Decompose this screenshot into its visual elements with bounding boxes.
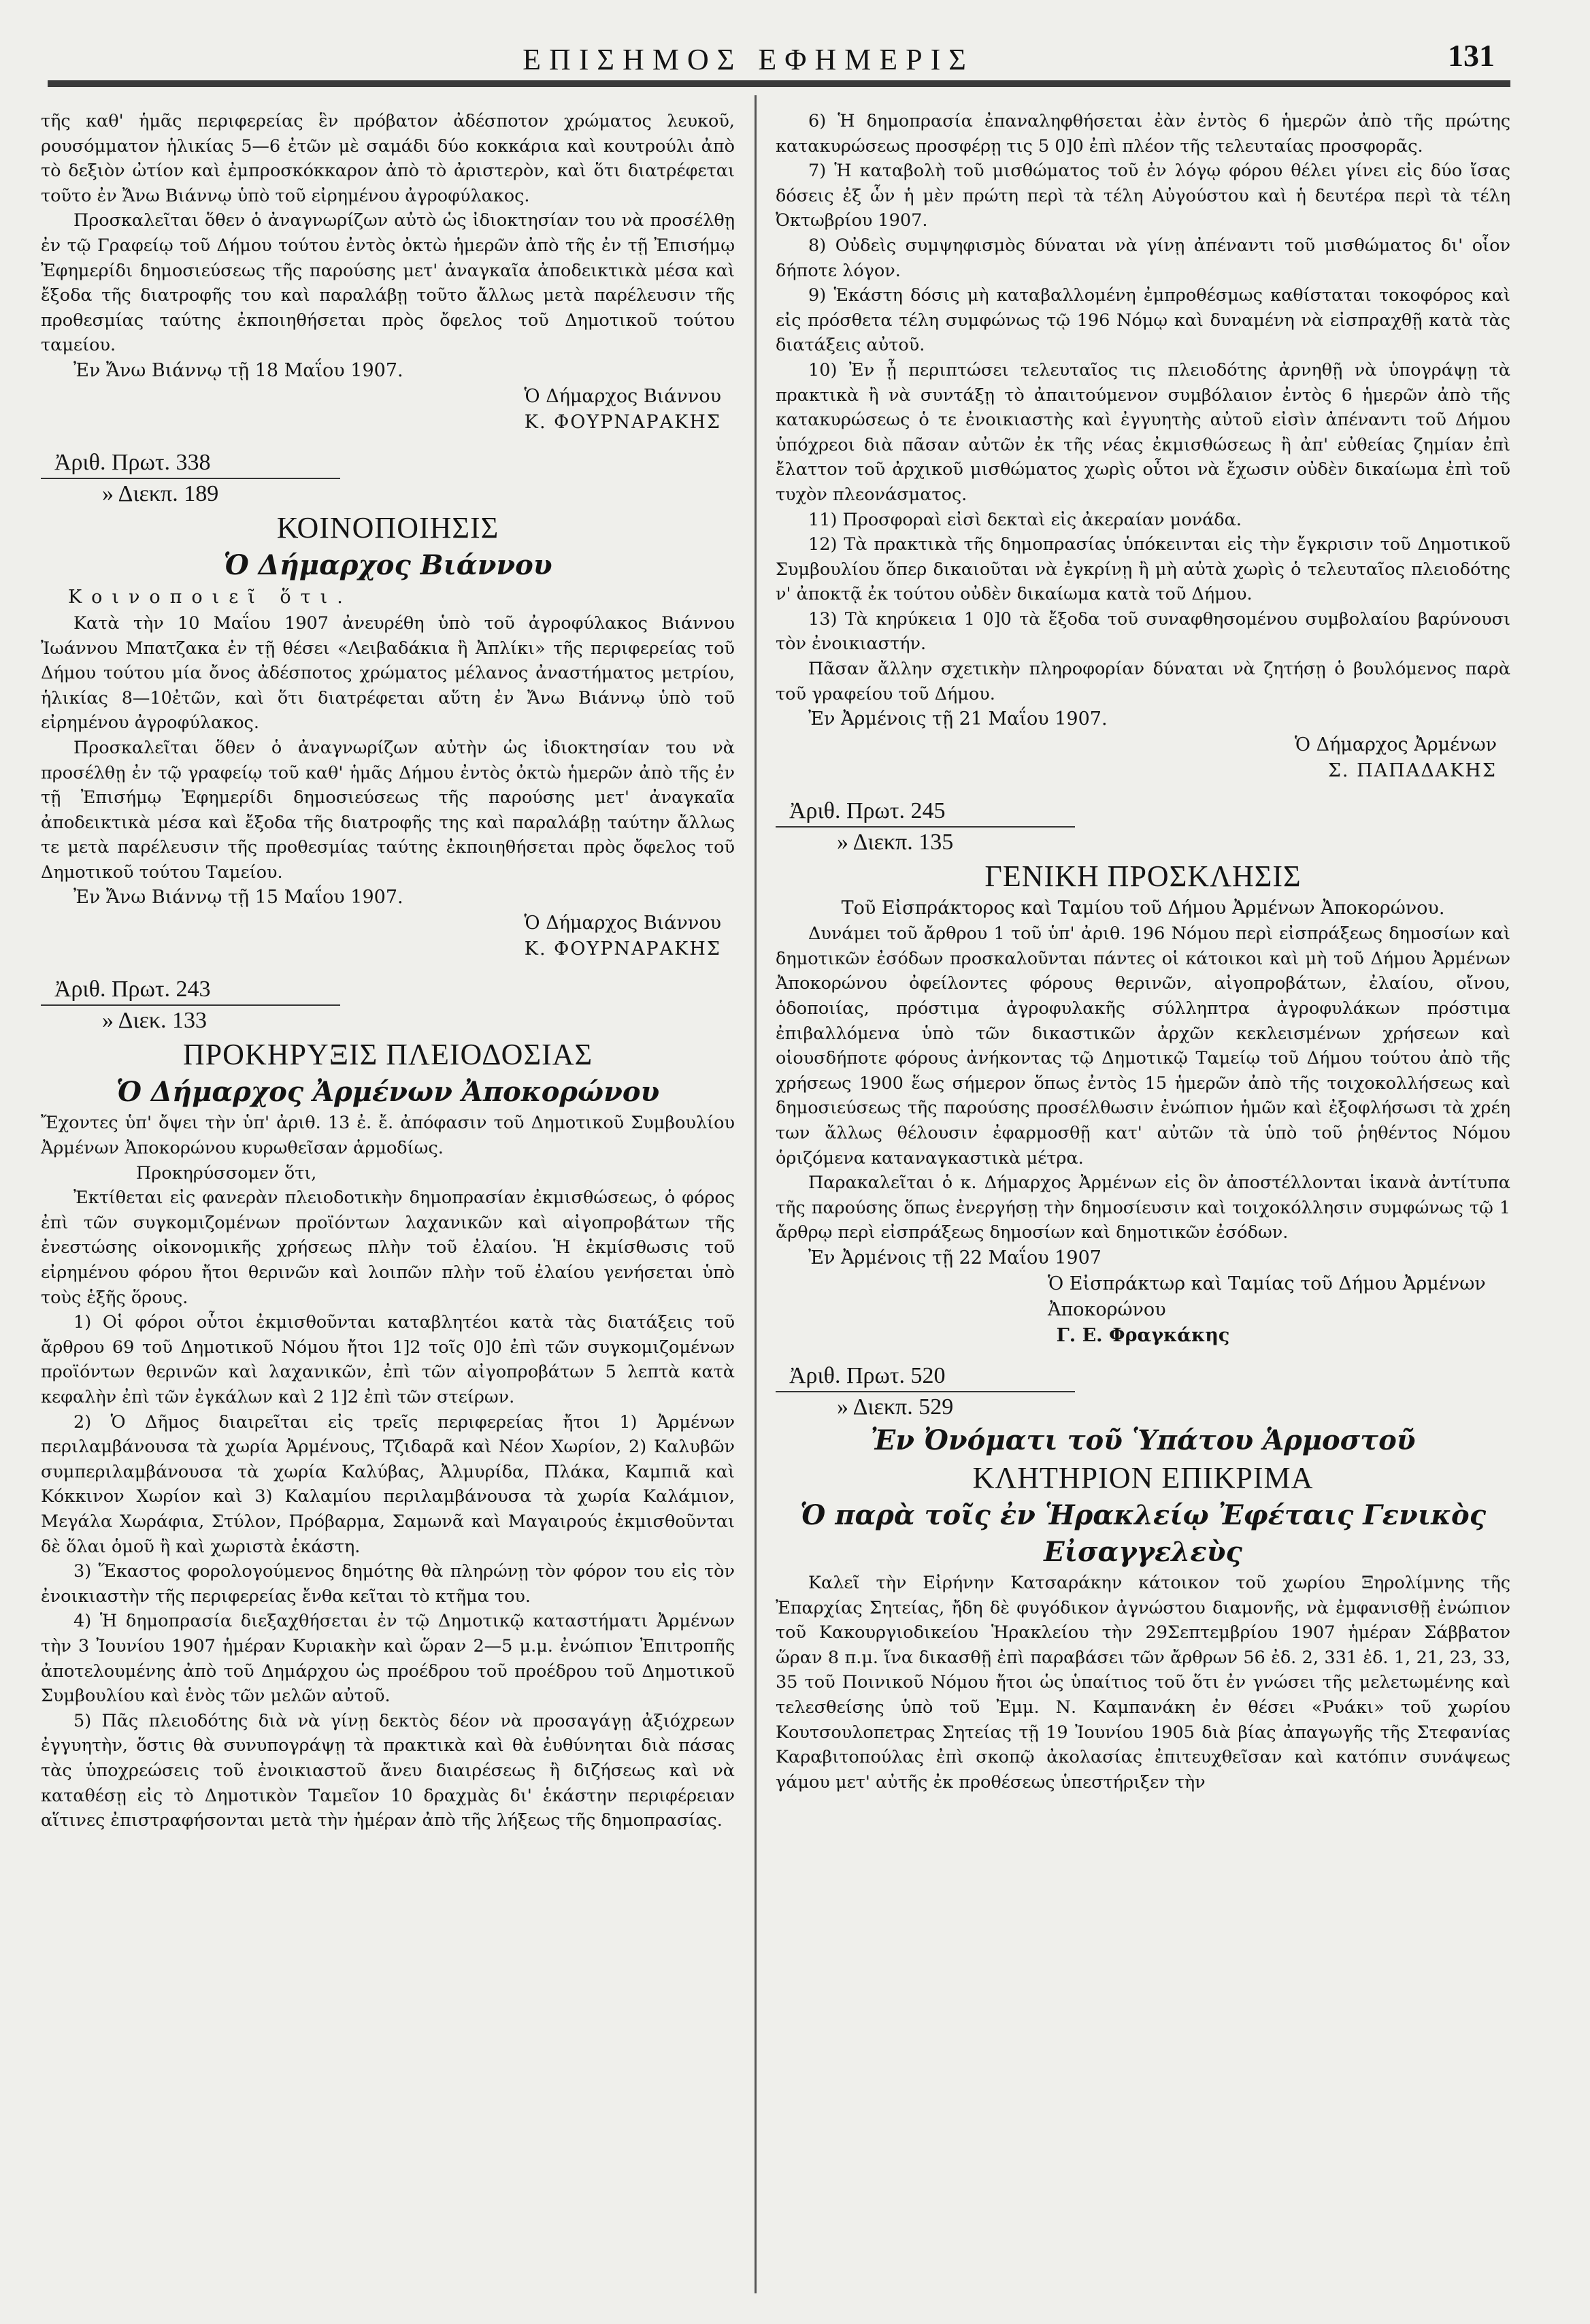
notice-heading: ΚΟΙΝΟΠΟΙΗΣΙΣ xyxy=(276,510,499,544)
dispatch-number: » Διεκπ. 135 xyxy=(837,830,954,855)
signer-name: Γ. Ε. Φραγκάκης xyxy=(1056,1324,1230,1346)
notice-term: 6) Ἡ δημοπρασία ἐπαναληφθήσεται ἐὰν ἐντὸς 6 ἡμερῶν ἀπὸ τῆς πρώτης κατακυρώσεως προσφέρῃ τις 5 0]0 ἐπὶ πλέον τῆς τελευταίας προσφορᾶς. xyxy=(776,111,1510,157)
notice-term: 3) Ἕκαστος φορολογούμενος δημότης θὰ πληρώνῃ τὸν φόρον του εἰς τὸν ἐνοικιαστὴν τῆς περιφερείας ἔνθα κεῖται τὸ κτῆμα του. xyxy=(41,1561,735,1607)
dispatch-number: » Διεκπ. 529 xyxy=(837,1394,954,1420)
notice-paragraph: Ἐκτίθεται εἰς φανερὰν πλειοδοτικὴν δημοπρασίαν ἐκμισθώσεως, ὁ φόρος ἐπὶ τῶν συγκομιζομένων προϊόντων λαχανικῶν καὶ αἰγοπροβάτων τῆς ἐνεστώσης οἰκονομικῆς χρήσεως πλὴν τοῦ ἐλαίου. Ἡ ἐκμίσθωσις τοῦ εἰρημένου φόρου ἤτοι θερινῶν καὶ λοιπῶν πλὴν τοῦ ἐλαίου γενήσεται ὑπὸ τοὺς ἑξῆς ὅρους. xyxy=(41,1188,735,1308)
signer-name: Κ. ΦΟΥΡΝΑΡΑΚΗΣ xyxy=(524,938,721,960)
gazette-title: ΕΠΙΣΗΜΟΣ ΕΦΗΜΕΡΙΣ xyxy=(523,43,974,76)
notice-subheading: Ὁ Δήμαρχος Ἀρμένων Ἀποκορώνου xyxy=(116,1076,660,1109)
notice-term: 10) Ἐν ᾗ περιπτώσει τελευταῖος τις πλειοδότης ἀρνηθῇ νὰ ὑπογράψῃ τὰ πρακτικὰ ἢ νὰ συντάξῃ τὸ ἀπαιτούμενον συμβόλαιον ἐντὸς 6 ἡμερῶν ἀπὸ τῆς κατακυρώσεως ὁ τε ἐνοικιαστὴς καὶ ἐγγυητὴς αὐτοῦ εἰσὶν ἀπέναντι τοῦ Δήμου ὑπόχρεοι διὰ πᾶσαν αὐτῶν ἐκ τῆς νέας ἐκμισθώσεως ἢ ἀπ' εὐθείας ζημίαν ἐπὶ ἔλαττον τοῦ ἀρχικοῦ μισθώματος χωρὶς οὗτοι νὰ ἔχωσιν οὐδὲν δικαίωμα ἐπὶ τοῦ τυχὸν πλεονάσματος. xyxy=(776,359,1510,505)
notice-term: 13) Τὰ κηρύκεια 1 0]0 τὰ ἔξοδα τοῦ συναφθησομένου συμβολαίου βαρύνουσι τὸν ἐνοικιαστήν. xyxy=(776,608,1510,655)
page-number: 131 xyxy=(1448,38,1495,73)
notice-paragraph: Πᾶσαν ἄλλην σχετικὴν πληροφορίαν δύναται νὰ ζητήσῃ ὁ βουλόμενος παρὰ τοῦ γραφείου τοῦ Δήμου. xyxy=(776,659,1510,704)
dispatch-number: » Διεκ. 133 xyxy=(102,1008,208,1034)
spacer xyxy=(41,436,735,448)
protocol-number: Ἀριθ. Πρωτ. 338 xyxy=(41,448,340,479)
notice-subheading: Ὁ Δήμαρχος Βιάννου xyxy=(223,549,552,581)
masthead xyxy=(0,0,1590,82)
notice-term: 7) Ἡ καταβολὴ τοῦ μισθώματος τοῦ ἐν λόγῳ φόρου θέλει γίνει εἰς δύο ἴσας δόσεις ἐξ ὧν ἡ μὲν πρώτη περὶ τὰ τέλη Αὐγούστου καὶ ἡ δευτέρα περὶ τὰ τέλη Ὀκτωβρίου 1907. xyxy=(776,161,1510,231)
notice-heading: ΚΛΗΤΗΡΙΟΝ ΕΠΙΚΡΙΜΑ xyxy=(972,1460,1314,1494)
notice-paragraph: τῆς καθ' ἡμᾶς περιφερείας ἓν πρόβατον ἀδέσποτον χρώματος λευκοῦ, ρουσόμματον ἡλικίας 5—6 ἐτῶν μὲ σαμάδι δύο κοκκάρια καὶ κουτρούλι ἀπὸ τὸ δεξιὸν ὠτίον καὶ ἐμπροσκόκκαρον ἀπὸ τὸ ἀριστερὸν, καὶ ὅτι διατρέφεται τοῦτο ἐν Ἄνω Βιάννῳ ὑπὸ τοῦ εἰρημένου ἀγροφύλακος. xyxy=(41,111,735,206)
spacer xyxy=(41,962,735,975)
column-divider xyxy=(755,95,757,2293)
notice-term: 2) Ὁ Δῆμος διαιρεῖται εἰς τρεῖς περιφερείας ἤτοι 1) Ἀρμένων περιλαμβάνουσα τὰ χωρία Ἀρμένους, Τζιδαρᾶ καὶ Νέον Χωρίον, 2) Καλυβῶν συμπεριλαμβάνουσα τὰ χωρία Καλύβας, Ἀλμυρίδα, Πλάκα, Καμπιᾶ καὶ Κόκκινον Χωρίον καὶ 3) Καλαμίου περιλαμβάνουσα τὰ χωρία Καλάμιον, Μεγάλα Χωράφια, Στύλον, Πρόβαρμα, Σαμωνᾶ καὶ Μαγαιρούς ἐκμισθοῦνται δὲ ὅλαι ὁμοῦ ἢ καὶ χωριστὰ ἑκάστη. xyxy=(41,1411,735,1557)
notice-heading: ΠΡΟΚΗΡΥΞΙΣ ΠΛΕΙΟΔΟΣΙΑΣ xyxy=(182,1038,593,1072)
spacer xyxy=(776,784,1510,796)
left-column xyxy=(41,109,735,1833)
masthead-rule xyxy=(48,80,1510,87)
notice-paragraph: Προσκαλεῖται ὅθεν ὁ ἀναγνωρίζων αὐτὸ ὡς ἰδιοκτησίαν του νὰ προσέλθῃ ἐν τῷ Γραφείῳ τοῦ Δήμου τούτου ἐντὸς ὀκτὼ ἡμερῶν ἀπὸ τῆς ἐν τῇ Ἐπισήμῳ Ἐφημερίδι δημοσιεύσεως τῆς παρούσης μετ' ἀναγκαῖα ἀποδεικτικὰ μέσα καὶ ἔξοδα τῆς διατροφῆς του καὶ παραλάβῃ τοῦτο ἄλλως μετὰ παρέλευσιν τῆς προθεσμίας ταύτης ἐκποιηθήσεται πρὸς ὄφελος τοῦ Δημοτικοῦ τούτου ταμείου. xyxy=(41,210,735,356)
notice-term: 4) Ἡ δημοπρασία διεξαχθήσεται ἐν τῷ Δημοτικῷ καταστήματι Ἀρμένων τὴν 3 Ἰουνίου 1907 ἡμέραν Κυριακὴν καὶ ὥραν 2—5 μ.μ. ἐνώπιον Ἐπιτροπῆς ἀποτελουμένης ἀπὸ τοῦ Δημάρχου ὡς προέδρου τοῦ προέδρου τοῦ Δημοτικοῦ Συμβουλίου καὶ ἑνὸς τῶν μελῶν αὐτοῦ. xyxy=(41,1611,735,1707)
notice-heading: ΓΕΝΙΚΗ ΠΡΟΣΚΛΗΣΙΣ xyxy=(984,860,1302,894)
notice-issuer: Τοῦ Εἰσπράκτορος καὶ Ταμίου τοῦ Δήμου Ἀρμένων Ἀποκορώνου. xyxy=(841,898,1445,919)
notice-term: 1) Οἱ φόροι οὗτοι ἐκμισθοῦνται καταβλητέοι κατὰ τὰς διατάξεις τοῦ ἄρθρου 69 τοῦ Δημοτικοῦ Νόμου ἤτοι 1]2 τοῖς 0]0 ἐπὶ τῶν συγκομιζομένων προϊόντων θερινῶν καὶ λαχανικῶν, ἐπὶ τῶν αἰγοπροβάτων 5 λεπτὰ κατὰ κεφαλὴν ἐπὶ τῶν ἐγκάλων καὶ 2 1]2 ἐπὶ τῶν στείρων. xyxy=(41,1312,735,1407)
notice-paragraph: Ἔχοντες ὑπ' ὄψει τὴν ὑπ' ἀριθ. 13 ἐ. ἔ. ἀπόφασιν τοῦ Δημοτικοῦ Συμβουλίου Ἀρμένων Ἀποκορώνου κυρωθεῖσαν ἁρμοδίως. xyxy=(41,1113,735,1159)
notice-date: Ἐν Ἀρμένοις τῇ 21 Μαΐου 1907. xyxy=(808,708,1108,730)
notice-term: 12) Τὰ πρακτικὰ τῆς δημοπρασίας ὑπόκεινται εἰς τὴν ἔγκρισιν τοῦ Δημοτικοῦ Συμβουλίου ὅπερ δικαιοῦται νὰ ἐγκρίνῃ ἢ μὴ αὐτὰ χωρὶς ὁ τελευταῖος πλειοδότης ν' ἀποκτᾷ ἐκ τούτου οὐδὲν δικαίωμα κατὰ τοῦ Δήμου. xyxy=(776,534,1510,605)
signer-title: Ὁ Δήμαρχος Ἀρμένων xyxy=(1294,734,1497,756)
signer-title: Ὁ Δήμαρχος Βιάννου xyxy=(524,913,721,934)
notice-paragraph: Παρακαλεῖται ὁ κ. Δήμαρχος Ἀρμένων εἰς ὃν ἀποστέλλονται ἱκανὰ ἀντίτυπα τῆς παρούσης ὅπως ἐνεργήσῃ τὴν δημοσίευσιν καὶ τοιχοκόλλησιν συμφώνως τῷ 1 ἄρθρῳ περὶ εἰσπράξεως δημοσίων καὶ δημοτικῶν ἐσόδων. xyxy=(776,1173,1510,1243)
notice-date: Ἐν Ἀρμένοις τῇ 22 Μαΐου 1907 xyxy=(808,1247,1102,1269)
protocol-number: Ἀριθ. Πρωτ. 243 xyxy=(41,975,340,1006)
notice-term: 9) Ἑκάστη δόσις μὴ καταβαλλομένη ἐμπροθέσμως καθίσταται τοκοφόρος καὶ εἰς πρόσθετα τέλη συμφώνως τῷ 196 Νόμῳ καὶ δυναμένη νὰ εἰσπραχθῇ κατὰ τὰς διατάξεις αὐτοῦ. xyxy=(776,285,1510,356)
notice-term: 11) Προσφοραὶ εἰσὶ δεκταὶ εἰς ἀκεραίαν μονάδα. xyxy=(808,509,1242,530)
signer-title: Ὁ Εἰσπράκτωρ καὶ Ταμίας τοῦ Δήμου Ἀρμένων Ἀποκορώνου xyxy=(1048,1273,1486,1320)
notice-opening: Κοινοποιεῖ ὅτι. xyxy=(68,586,352,608)
notice-paragraph: Προσκαλεῖται ὅθεν ὁ ἀναγνωρίζων αὐτὴν ὡς ἰδιοκτησίαν του νὰ προσέλθῃ ἐν τῷ γραφείῳ τοῦ καθ' ἡμᾶς Δήμου ἐντὸς ὀκτὼ ἡμερῶν ἀπὸ τῆς ἐν τῇ Ἐπισήμῳ Ἐφημερίδι δημοσιεύσεως τῆς παρούσης μετ' ἀναγκαῖα ἀποδεικτικὰ μέσα καὶ ἔξοδα τῆς διατροφῆς της καὶ παραλάβῃ ταύτην ἄλλως τε μετὰ παρέλευσιν τῆς προθεσμίας ταύτης ἐκποιηθήσεται πρὸς ὄφελος τοῦ Δημοτικοῦ τούτου Ταμείου. xyxy=(41,737,735,883)
notice-subheading: Ὁ παρὰ τοῖς ἐν Ἡρακλείῳ Ἐφέταις Γενικὸς Εἰσαγγελεὺς xyxy=(799,1499,1487,1568)
right-column xyxy=(776,109,1510,1795)
notice-paragraph: Κατὰ τὴν 10 Μαΐου 1907 ἀνευρέθη ὑπὸ τοῦ ἀγροφύλακος Βιάννου Ἰωάννου Μπατζακα ἐν τῇ θέσει «Λειβαδάκια ἢ Ἀπλίκι» τῆς περιφερείας τοῦ Δήμου τούτου μία ὄνος ἀδέσποτος χρώματος μέλανος ἀναστήματος μετρίου, ἡλικίας 8—10ἐτῶν, καὶ ὅτι διατρέφεται αὕτη ἐν Ἄνω Βιάννῳ ὑπὸ τοῦ εἰρημένου ἀγροφύλακος. xyxy=(41,612,735,734)
notice-subheading: Ἐν Ὀνόματι τοῦ Ὑπάτου Ἁρμοστοῦ xyxy=(870,1424,1416,1456)
notice-paragraph: Καλεῖ τὴν Εἰρήνην Κατσαράκην κάτοικον τοῦ χωρίου Ξηρολίμνης τῆς Ἐπαρχίας Σητείας, ἤδη δὲ φυγόδικον ἀγνώστου διαμονῆς, νὰ ἐμφανισθῇ ἐνώπιον τοῦ Κακουργιοδικείου Ἡρακλείου τὴν 29Σεπτεμβρίου 1907 ἡμέραν Σάββατον ὥραν 8 π.μ. ἵνα δικασθῇ ἐπὶ παραβάσει τῶν ἄρθρων 56 ἐδ. 2, 331 ἐδ. 1, 21, 23, 33, 35 τοῦ Ποινικοῦ Νόμου ἤτοι ὡς ὑπαίτιος τοῦ ὅτι ἐν γνώσει τῆς μελετωμένης καὶ τελεσθείσης ὑπὸ τοῦ Ἐμμ. Ν. Καμπανάκη ἐν θέσει «Ρυάκι» τοῦ χωρίου Κουτσουλοπετρας Σητείας τῇ 19 Ἰουνίου 1905 διὰ βίας ἀπαγωγῆς τῆς Στεφανίας Καραβιτοπούλας ἐπὶ σκοπῷ ἀκολασίας ἐπιτευχθεῖσαν καὶ κατόπιν συνάψεως γάμου μετ' αὐτῆς ἐκ προθέσεως ὑπεστήριξεν τὴν xyxy=(776,1572,1510,1793)
signer-name: Σ. ΠΑΠΑΔΑΚΗΣ xyxy=(1327,760,1497,782)
notice-paragraph: Δυνάμει τοῦ ἄρθρου 1 τοῦ ὑπ' ἀριθ. 196 Νόμου περὶ εἰσπράξεως δημοσίων καὶ δημοτικῶν ἐσόδων προσκαλοῦνται πάντες οἱ κάτοικοι καὶ μὴ τοῦ Δήμου Ἀρμένων Ἀποκορώνου ὀφείλοντες φόρους θερινῶν, αἰγοπροβάτων, ἐλαίου, οἴνου, ὁδοποιίας, πρόστιμα ἀγροφυλακῆς σύλληπτρα ἀγροφυλάκων πρόστιμα ἐπιβαλλόμενα ὑπὸ τῶν δικαστικῶν ἀρχῶν κεκλεισμένων χρήσεων καὶ οἱουσδήποτε φόρους ἀνήκοντας τῷ Δημοτικῷ Ταμείῳ τοῦ Δήμου τούτου ἀπὸ τῆς χρήσεως 1900 ἕως σήμερον ὅπως ἐντὸς 15 ἡμερῶν ἀπὸ τῆς τοιχοκολλήσεως καὶ δημοσιεύσεως τῆς παρούσης προσέλθωσιν ἐνώπιον ἡμῶν καὶ ἐξοφλήσωσι τὰ χρέη των ἄλλως θέλουσιν ἐφαρμοσθῇ κατ' αὐτῶν τὰ ὑπὸ τοῦ ῥηθέντος Νόμου ὁριζόμενα καταναγκαστικὰ μέτρα. xyxy=(776,923,1510,1168)
notice-date: Ἐν Ἄνω Βιάννῳ τῇ 15 Μαΐου 1907. xyxy=(73,887,403,909)
protocol-number: Ἀριθ. Πρωτ. 520 xyxy=(776,1361,1075,1392)
dispatch-number: » Διεκπ. 189 xyxy=(102,480,219,506)
signer-title: Ὁ Δήμαρχος Βιάννου xyxy=(524,385,721,407)
notice-term: 8) Οὐδεὶς συμψηφισμὸς δύναται νὰ γίνῃ ἀπέναντι τοῦ μισθώματος δι' οἷον δήποτε λόγον. xyxy=(776,235,1510,281)
notice-paragraph: Προκηρύσσομεν ὅτι, xyxy=(136,1162,317,1183)
notice-date: Ἐν Ἄνω Βιάννῳ τῇ 18 Μαΐου 1907. xyxy=(73,359,403,381)
notice-term: 5) Πᾶς πλειοδότης διὰ νὰ γίνῃ δεκτὸς δέον νὰ προσαγάγῃ ἀξιόχρεων ἐγγυητὴν, ὅστις θὰ συνυπογράψῃ τὰ πρακτικὰ καὶ θὰ ἐυθύνηται διὰ πάσας τὰς ὑποχρεώσεις τοῦ ἐνοικιαστοῦ ἄνευ διαιρέσεως ἢ διζήσεως καὶ νὰ καταθέσῃ εἰς τὸ Δημοτικὸν Ταμεῖον 10 δραχμὰς δι' ἑκάστην περιφέρειαν αἵτινες ἐπιστραφήσονται μετὰ τὴν ἡμέραν ἀπὸ τῆς λήξεως τῆς δημοπρασίας. xyxy=(41,1710,735,1831)
protocol-number: Ἀριθ. Πρωτ. 245 xyxy=(776,796,1075,828)
spacer xyxy=(776,1349,1510,1361)
signer-name: Κ. ΦΟΥΡΝΑΡΑΚΗΣ xyxy=(524,411,721,433)
